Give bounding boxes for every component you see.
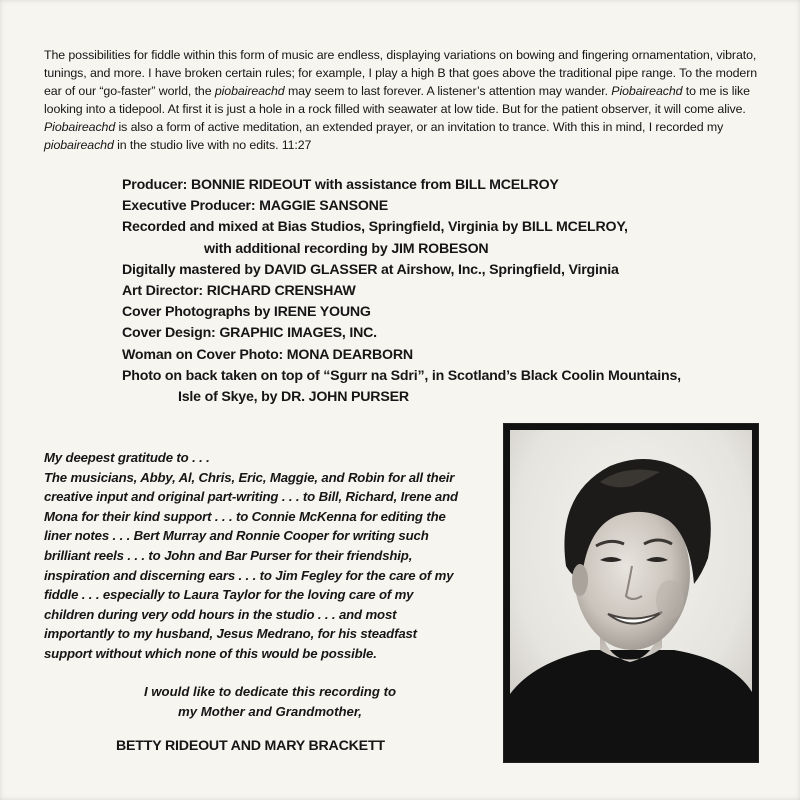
portrait-illustration xyxy=(504,424,758,762)
credit-executive-producer: Executive Producer: MAGGIE SANSONE xyxy=(122,198,388,215)
credit-art-director: Art Director: RICHARD CRENSHAW xyxy=(122,283,356,300)
portrait-photo xyxy=(504,424,758,762)
gratitude-line: Mona for their kind support . . . to Connie McKenna for editing the xyxy=(44,508,446,524)
gratitude-line: fiddle . . . especially to Laura Taylor for the loving care of my xyxy=(44,587,414,603)
gratitude-line: importantly to my husband, Jesus Medrano, for his steadfast xyxy=(44,626,417,642)
gratitude-line: support without which none of this would be possible. xyxy=(44,645,377,661)
dedication-names: BETTY RIDEOUT AND MARY BRACKETT xyxy=(116,738,385,754)
credit-cover-design: Cover Design: GRAPHIC IMAGES, INC. xyxy=(122,325,377,342)
intro-emphasis-3: Piobaireachd xyxy=(44,120,116,134)
intro-text-2: may seem to last forever. A listener’s attention may wander. xyxy=(284,84,612,98)
credit-additional-recording: with additional recording by JIM ROBESON xyxy=(204,240,489,257)
gratitude-line: creative input and original part-writing . . . to Bill, Richard, Irene and xyxy=(44,489,458,505)
gratitude-line: children during very odd hours in the studio . . . and most xyxy=(44,606,397,622)
intro-text-5: in the studio live with no edits. 11:27 xyxy=(113,138,312,152)
dedication-block xyxy=(90,682,450,721)
credit-cover-photographs: Cover Photographs by IRENE YOUNG xyxy=(122,304,371,321)
intro-text-1: The possibilities for fiddle within this form of music are endless, displaying variations on bowing and fingering ornamentation, vibrato, tunings, and more. I have broken certain rules; for example, I play a high B that goes above the traditional pipe range. To the modern ear of our “go-faster” world, the xyxy=(44,48,758,98)
credit-producer: Producer: BONNIE RIDEOUT with assistance from BILL MCELROY xyxy=(122,177,559,193)
dedication-line: my Mother and Grandmother, xyxy=(178,703,362,719)
credit-recorded: Recorded and mixed at Bias Studios, Springfield, Virginia by BILL MCELROY, xyxy=(122,219,628,236)
credits-block xyxy=(122,175,762,408)
dedication-line: I would like to dedicate this recording to xyxy=(143,684,397,699)
gratitude-line: liner notes . . . Bert Murray and Ronnie Cooper for writing such xyxy=(44,528,429,544)
credit-back-photo: Photo on back taken on top of “Sgurr na Sdri”, in Scotland’s Black Coolin Mountains, xyxy=(122,367,681,384)
intro-emphasis-2: Piobaireachd xyxy=(611,84,683,98)
credit-back-photo-by: Isle of Skye, by DR. JOHN PURSER xyxy=(178,389,409,406)
intro-paragraph xyxy=(44,46,760,154)
credit-mastered: Digitally mastered by DAVID GLASSER at Airshow, Inc., Springfield, Virginia xyxy=(122,261,619,278)
intro-emphasis-4: piobaireachd xyxy=(44,138,114,152)
gratitude-line: My deepest gratitude to . . . xyxy=(44,450,210,465)
intro-emphasis-1: piobaireachd xyxy=(214,84,285,98)
gratitude-line: inspiration and discerning ears . . . to Jim Fegley for the care of my xyxy=(44,567,454,583)
credit-cover-woman: Woman on Cover Photo: MONA DEARBORN xyxy=(122,346,413,363)
intro-text-3: to me is like looking into a tidepool. At first it is just a hole in a rock filled with seawater at low tide. But for the patient observer, it will come alive. xyxy=(44,84,750,116)
intro-text-4: is also a form of active meditation, an extended prayer, or an invitation to trance. With this in mind, I recorded my xyxy=(115,120,724,134)
gratitude-line: The musicians, Abby, Al, Chris, Eric, Maggie, and Robin for all their xyxy=(44,469,455,485)
gratitude-block xyxy=(44,448,484,664)
gratitude-line: brilliant reels . . . to John and Bar Purser for their friendship, xyxy=(44,547,413,563)
